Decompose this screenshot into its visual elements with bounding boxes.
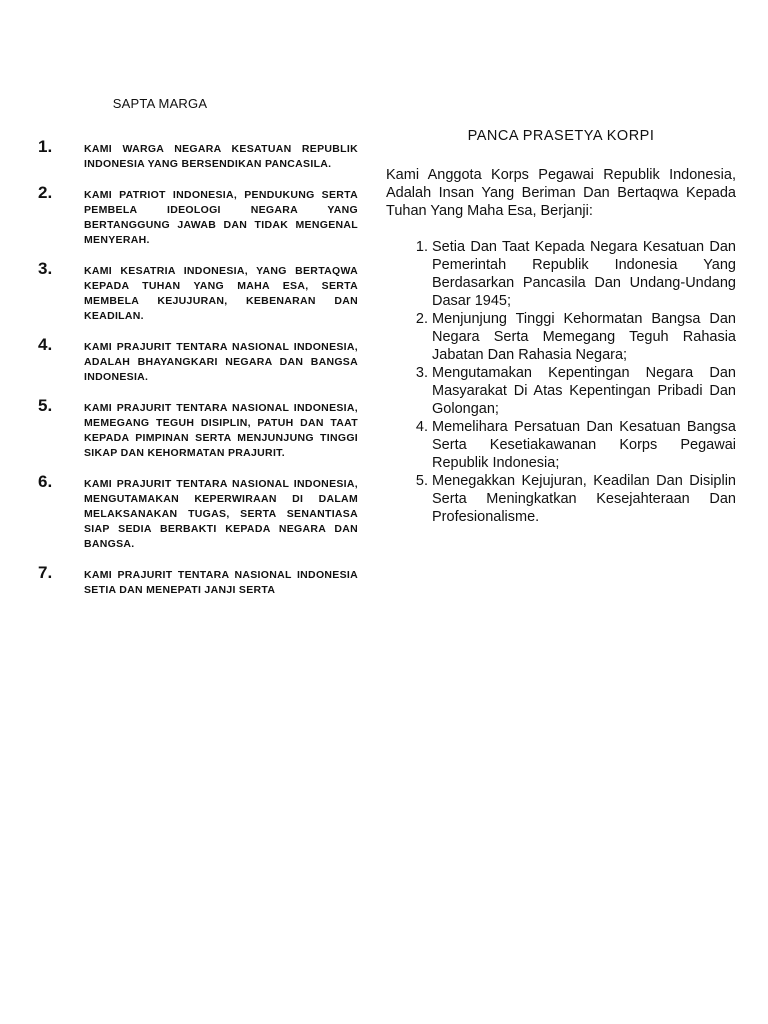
item-text: KAMI WARGA NEGARA KESATUAN REPUBLIK INDONESIA YANG BERSENDIKAN PANCASILA. — [84, 143, 358, 170]
list-item — [386, 364, 736, 418]
item-text: KAMI PATRIOT INDONESIA, PENDUKUNG SERTA PEMBELA IDEOLOGI NEGARA YANG BERTANGGUNG JAWAB DAN TIDAK MENGENAL MENYERAH. — [84, 189, 358, 246]
sapta-marga-item — [38, 396, 358, 461]
list-item — [386, 418, 736, 472]
sapta-marga-item — [38, 563, 358, 598]
panca-prasetya-section — [386, 128, 736, 526]
sapta-marga-item — [38, 183, 358, 248]
sapta-marga-item — [38, 472, 358, 552]
item-text: KAMI PRAJURIT TENTARA NASIONAL INDONESIA SETIA DAN MENEPATI JANJI SERTA — [84, 569, 358, 596]
sapta-marga-item — [38, 259, 358, 324]
item-number: 5. — [38, 396, 53, 415]
sapta-marga-section — [38, 96, 358, 598]
item-number: 3. — [38, 259, 53, 278]
item-number: 6. — [38, 472, 53, 491]
item-text: Mengutamakan Kepentingan Negara Dan Masyarakat Di Atas Kepentingan Pribadi Dan Golongan; — [432, 365, 736, 417]
item-text: KAMI PRAJURIT TENTARA NASIONAL INDONESIA, MEMEGANG TEGUH DISIPLIN, PATUH DAN TAAT KEPADA PIMPINAN SERTA MENJUNJUNG TINGGI SIKAP DAN KEHORMATAN PRAJURIT. — [84, 402, 358, 459]
item-text: KAMI KESATRIA INDONESIA, YANG BERTAQWA KEPADA TUHAN YANG MAHA ESA, SERTA MEMBELA KEJUJURAN, KEBENARAN DAN KEADILAN. — [84, 265, 358, 322]
sapta-marga-title: SAPTA MARGA — [112, 96, 208, 111]
item-number: 3. — [415, 365, 428, 381]
list-item — [386, 472, 736, 526]
list-item — [386, 310, 736, 364]
item-number: 2. — [415, 311, 428, 327]
panca-prasetya-title: PANCA PRASETYA KORPI — [467, 128, 655, 144]
item-number: 5. — [415, 473, 428, 489]
item-text: Menjunjung Tinggi Kehormatan Bangsa Dan Negara Serta Memegang Teguh Rahasia Jabatan Dan Rahasia Negara; — [432, 311, 736, 363]
item-text: KAMI PRAJURIT TENTARA NASIONAL INDONESIA, MENGUTAMAKAN KEPERWIRAAN DI DALAM MELAKSANAKAN TUGAS, SERTA SENANTIASA SIAP SEDIA BERBAKTI KEPADA NEGARA DAN BANGSA. — [84, 478, 358, 550]
sapta-marga-item — [38, 137, 358, 172]
item-number: 1. — [415, 239, 428, 255]
item-number: 1. — [38, 137, 53, 156]
item-number: 2. — [38, 183, 53, 202]
item-text: Memelihara Persatuan Dan Kesatuan Bangsa Serta Kesetiakawanan Korps Pegawai Republik Indonesia; — [432, 419, 736, 471]
item-text: Setia Dan Taat Kepada Negara Kesatuan Dan Pemerintah Republik Indonesia Yang Berdasarkan Pancasila Dan Undang-Undang Dasar 1945; — [432, 239, 736, 309]
item-text: KAMI PRAJURIT TENTARA NASIONAL INDONESIA, ADALAH BHAYANGKARI NEGARA DAN BANGSA INDONESIA. — [84, 341, 358, 383]
item-number: 7. — [38, 563, 53, 582]
list-item — [386, 238, 736, 310]
panca-prasetya-intro: Kami Anggota Korps Pegawai Republik Indonesia, Adalah Insan Yang Beriman Dan Bertaqwa Kepada Tuhan Yang Maha Esa, Berjanji: — [386, 167, 736, 219]
item-text: Menegakkan Kejujuran, Keadilan Dan Disiplin Serta Meningkatkan Kesejahteraan Dan Profesionalisme. — [432, 473, 736, 525]
item-number: 4. — [415, 419, 428, 435]
panca-prasetya-list — [386, 238, 736, 526]
sapta-marga-item — [38, 335, 358, 385]
item-number: 4. — [38, 335, 53, 354]
